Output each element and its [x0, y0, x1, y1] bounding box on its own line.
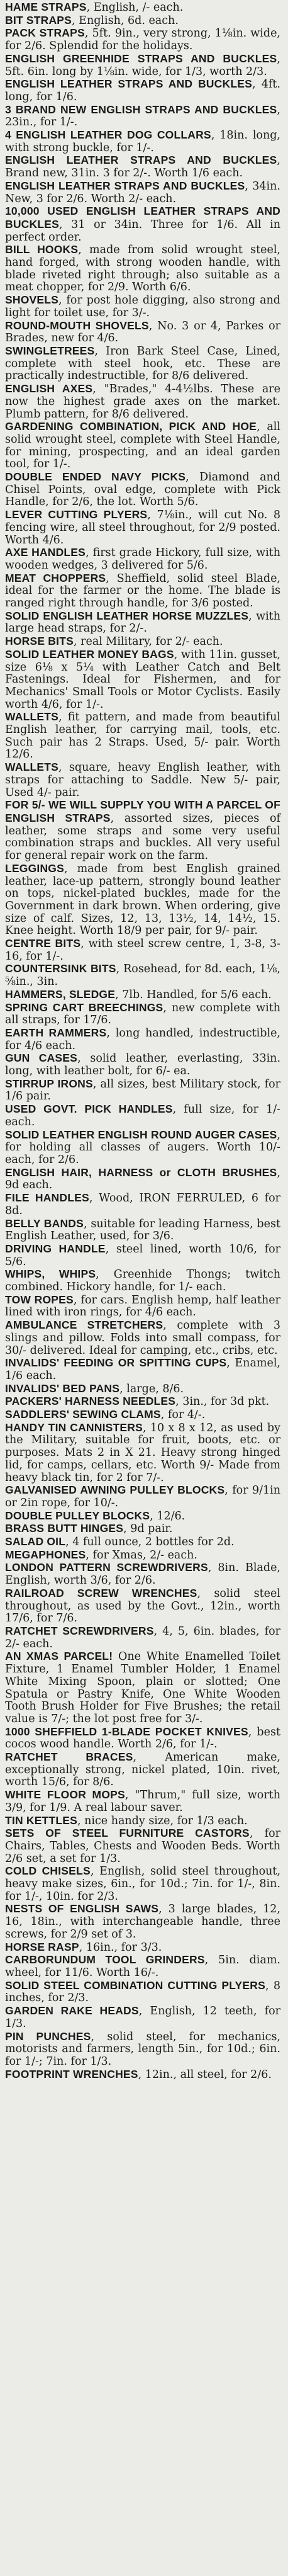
- ad-body: , for Xmas, 2/- each.: [86, 1548, 197, 1562]
- ad-heading: HORSE BITS: [5, 635, 74, 648]
- ad-heading: SWINGLETREES: [5, 344, 95, 357]
- classified-ad: [5, 1865, 280, 1903]
- classified-ad: [5, 1789, 280, 1814]
- classified-ad: [5, 547, 280, 572]
- ad-body: , "Brades," 4-4½lbs. These are now the highest grade axes on the market. Plumb pattern, for 8/6 delivered.: [5, 383, 280, 421]
- ad-body: , 9d each.: [5, 1166, 280, 1192]
- ad-heading: SOLID STEEL COMBINATION CUTTING PLYERS: [5, 1978, 265, 1992]
- ad-body: , Wood, IRON FERRULED, 6 for 8d.: [5, 1192, 280, 1217]
- ad-heading: SALAD OIL: [5, 1535, 66, 1548]
- ad-body: , 3 large blades, 12, 16, 18in., with interchangeable handle, three screws, for 2/9 set of 3.: [5, 1903, 280, 1941]
- classified-ad: [5, 649, 280, 712]
- classified-ad: [5, 1383, 280, 1396]
- ad-body: , 7lb. Handled, for 5/6 each.: [115, 988, 272, 1001]
- classified-ad: [5, 1319, 280, 1357]
- classified-ad: [5, 421, 280, 471]
- ad-body: , No. 3 or 4, Parkes or Brades, new for 4/6.: [5, 319, 280, 345]
- ad-body: , made from best English grained leather, lace-up pattern, strongly bound leather on tops, nickel-plated buckles, made for the Government in dark brown. When ordering, give size of calf. Sizes, 12, 13, 13½, 14, 14½, 15. Knee height. Worth 18/9 per pair, for 9/- pair.: [5, 862, 280, 938]
- ad-heading: DOUBLE PULLEY BLOCKS: [5, 1509, 150, 1522]
- classified-ad: [5, 154, 280, 179]
- classified-ad: [5, 1625, 280, 1650]
- ad-body: , all solid wrought steel, complete with Steel Handle, for mining, prospecting, and an ideal garden tool, for 1/-.: [5, 421, 280, 471]
- classified-ad: [5, 14, 280, 28]
- ad-heading: ENGLISH HAIR, HARNESS or CLOTH BRUSHES: [5, 1166, 277, 1179]
- ad-body: , complete with 3 slings and pillow. Folds into small compass, for 30/- delivered. Ideal for camping, etc., cribs, etc.: [5, 1319, 280, 1357]
- classified-ad: [5, 761, 280, 799]
- ad-body: , 4 full ounce, 2 bottles for 2d.: [65, 1536, 235, 1549]
- classified-ad: [5, 1052, 280, 1077]
- ad-body: , fit pattern, and made from beautiful English leather, for carrying mail, tools, etc. Such pair has 2 Straps. Used, 5/- pair. Worth 12/6.: [5, 711, 280, 761]
- classified-ad: [5, 1941, 280, 1955]
- ad-body: , with 11in. gusset, size 6⅛ x 5¼ with Leather Catch and Belt Fastenings. Ideal for Fishermen, and for Mechanics' Small Tools or Motor Cyclists. Easily worth 4/6, for 1/-.: [5, 648, 280, 711]
- classified-ad: [5, 1243, 280, 1268]
- classified-ad: [5, 1395, 280, 1409]
- ad-body: , with steel screw centre, 1, 3-8, 3-16, for 1/-.: [5, 938, 281, 963]
- ad-heading: MEAT CHOPPERS: [5, 571, 106, 584]
- classified-ad: [5, 294, 280, 319]
- ad-body: , square, heavy English leather, with straps for attaching to Saddle. New 5/- pair, Used 4/- pair.: [5, 761, 280, 799]
- ad-heading: ENGLISH LEATHER STRAPS AND BUCKLES: [5, 154, 277, 167]
- ad-heading: SOLID LEATHER ENGLISH ROUND AUGER CASES: [5, 1128, 277, 1141]
- classified-ad: [5, 635, 280, 649]
- ad-heading: ENGLISH AXES: [5, 382, 93, 395]
- ad-body: , for 9/1in or 2in rope, for 10/-.: [5, 1484, 280, 1509]
- ad-body: , best cocos wood handle. Worth 2/6, for 1/-.: [5, 1725, 280, 1751]
- classified-ad: [5, 1268, 280, 1293]
- ad-heading: RATCHET BRACES: [5, 1750, 133, 1764]
- ad-body: , first grade Hickory, full size, with wooden wedges, 3 delivered for 5/6.: [5, 547, 280, 572]
- ad-body: , 31 or 34in. Three for 1/6. All in perfect order.: [5, 218, 280, 244]
- ad-body: , English, 12 teeth, for 1/3.: [5, 2005, 280, 2030]
- classified-ad: [5, 1536, 280, 1549]
- ad-heading: ENGLISH LEATHER STRAPS AND BUCKLES: [5, 77, 252, 91]
- classified-ad: [5, 1422, 280, 1485]
- ad-body: , 18in. long, with strong buckle, for 1/-.: [5, 129, 280, 154]
- ad-heading: BELLY BANDS: [5, 1217, 84, 1230]
- ad-heading: LONDON PATTERN SCREWDRIVERS: [5, 1561, 208, 1574]
- classified-ad: [5, 799, 280, 863]
- classified-ad: [5, 27, 280, 52]
- classified-ad: [5, 1587, 280, 1625]
- ad-body: , Diamond and Chisel Points, oval edge, complete with Pick Handle, for 2/6, the lot. Worth 5/6.: [5, 471, 280, 509]
- ad-body: , for Chairs, Tables, Chests and Wooden Beds. Worth 2/6 set, a set for 1/3.: [5, 1827, 280, 1865]
- ad-heading: CENTRE BITS: [5, 937, 81, 950]
- ad-heading: 10,000 USED ENGLISH LEATHER STRAPS AND BUCKLES: [5, 205, 280, 230]
- classified-ad: [5, 205, 280, 244]
- classified-ad: [5, 2068, 280, 2082]
- ad-body: , 3in., for 3d pkt.: [175, 1395, 270, 1409]
- ad-heading: PACK STRAPS: [5, 26, 85, 40]
- classified-ad: [5, 1484, 280, 1509]
- ad-body: , for holding all classes of augers. Worth 10/- each, for 2/6.: [5, 1128, 280, 1166]
- ad-heading: WALLETS: [5, 710, 59, 723]
- ad-heading: RATCHET SCREWDRIVERS: [5, 1625, 154, 1637]
- ad-body: , for post hole digging, also strong and light for toilet use, for 3/-.: [5, 294, 280, 319]
- classified-ad: [5, 938, 280, 963]
- ad-body: , 5ft. 6in. long by 1⅛in. wide, for 1/3, worth 2/3.: [5, 52, 280, 78]
- ad-heading: GALVANISED AWNING PULLEY BLOCKS: [5, 1484, 225, 1497]
- ad-heading: GARDENING COMBINATION, PICK AND HOE: [5, 420, 257, 433]
- ad-body: , American make, exceptionally strong, nickel plated, 10in. rivet, worth 15/6, for 8/6.: [5, 1751, 280, 1789]
- ad-body: , English, solid steel throughout, heavy make sizes, 6in., for 10d.; 7in. for 1/-, 8in. for 1/-, 10in. for 2/3.: [5, 1865, 281, 1903]
- ad-heading: GARDEN RAKE HEADS: [5, 2004, 139, 2017]
- ad-body: , 8 inches, for 2/3.: [5, 1979, 280, 2005]
- classified-ad: [5, 963, 280, 988]
- classified-ad: [5, 1549, 280, 1562]
- ad-heading: 3 BRAND NEW ENGLISH STRAPS AND BUCKLES: [5, 103, 277, 116]
- ad-body: , Brand new, 31in. 3 for 2/-. Worth 1/6 each.: [5, 154, 280, 180]
- ad-body: , "Thrum," full size, worth 3/9, for 1/9. A real labour saver.: [5, 1789, 280, 1814]
- ad-heading: AXE HANDLES: [5, 546, 86, 559]
- classified-ad: [5, 471, 280, 509]
- ad-heading: AN XMAS PARCEL!: [5, 1650, 113, 1663]
- ad-heading: WALLETS: [5, 761, 59, 774]
- ad-heading: 1000 SHEFFIELD 1-BLADE POCKET KNIVES: [5, 1725, 248, 1738]
- classified-ad: [5, 2031, 280, 2068]
- ad-heading: BRASS BUTT HINGES: [5, 1522, 124, 1535]
- classified-ad: [5, 1650, 280, 1725]
- ad-body: , 8in. Blade, English, worth 3/6, for 2/6.: [5, 1562, 280, 1587]
- ad-body: , 9d pair.: [123, 1523, 173, 1536]
- ad-body: One White Enamelled Toilet Fixture, 1 Enamel Tumbler Holder, 1 Enamel White Mixing Spoon, plain or slotted; One Spatula or Pastry Knife, One White Wooden Tooth Brush Holder for Five Brushes; the retail value is 7/-; the lot post free for 3/-.: [5, 1650, 280, 1725]
- ad-heading: SOLID LEATHER MONEY BAGS: [5, 647, 174, 661]
- ad-heading: FILE HANDLES: [5, 1191, 89, 1205]
- ad-heading: EARTH RAMMERS: [5, 1026, 107, 1039]
- ad-body: , large, 8/6.: [119, 1382, 184, 1395]
- classified-ad: [5, 863, 280, 938]
- classified-ad: [5, 1510, 280, 1523]
- classified-ad: [5, 1103, 280, 1128]
- ad-heading: HORSE RASP: [5, 1940, 79, 1953]
- ad-body: , for cars. English hemp, half leather lined with iron rings, for 4/6 each.: [5, 1293, 280, 1319]
- classified-ad: [5, 53, 280, 78]
- ad-heading: BIT STRAPS: [5, 13, 72, 26]
- ad-heading: SADDLERS' SEWING CLAMS: [5, 1408, 161, 1421]
- classified-ad: [5, 1167, 280, 1192]
- ad-body: , steel lined, worth 10/6, for 5/6.: [5, 1242, 281, 1268]
- ad-heading: WHIPS, WHIPS: [5, 1268, 96, 1281]
- ad-heading: ROUND-MOUTH SHOVELS: [5, 319, 149, 332]
- ad-body: , nice handy size, for 1/3 each.: [77, 1814, 248, 1827]
- ad-heading: ENGLISH LEATHER STRAPS AND BUCKLES: [5, 179, 245, 192]
- ad-heading: CARBORUNDUM TOOL GRINDERS: [5, 1953, 205, 1966]
- classified-ad: [5, 1357, 280, 1382]
- ad-heading: SPRING CART BREECHINGS: [5, 1001, 163, 1014]
- ad-heading: INVALIDS' BED PANS: [5, 1382, 120, 1395]
- ad-body: , Enamel, 1/6 each.: [5, 1357, 280, 1382]
- ad-body: , 16in., for 3/3.: [79, 1941, 162, 1954]
- ad-heading: AMBULANCE STRETCHERS: [5, 1319, 163, 1332]
- classified-ad: [5, 104, 280, 129]
- classified-ad: [5, 244, 280, 294]
- classified-ad: [5, 1294, 280, 1319]
- ad-body: , full size, for 1/- each.: [5, 1103, 280, 1128]
- ad-heading: DRIVING HANDLE: [5, 1242, 106, 1255]
- ad-body: , 10 x 8 x 12, as used by the Military, suitable for fruit, boots, etc. or purposes. Mats 2 in X 21. Heavy strong hinged lid, for camps, cellars, etc. Worth 9/- Made from heavy black tin, for 2 for 7/-.: [5, 1421, 280, 1484]
- ad-heading: PACKERS' HARNESS NEEDLES: [5, 1395, 176, 1408]
- ad-body: , 12/6.: [150, 1509, 186, 1523]
- ad-body: , 34in. New, 3 for 2/6. Worth 2/- each.: [5, 179, 280, 205]
- ad-body: , Sheffield, solid steel Blade, ideal for the farmer or the home. The blade is ranged right through handle, for 3/6 posted.: [5, 572, 280, 610]
- ad-body: , 5ft. 9in., very strong, 1⅛in. wide, for 2/6. Splendid for the holidays.: [5, 27, 280, 53]
- ad-heading: SHOVELS: [5, 293, 59, 307]
- ad-heading: RAILROAD SCREW WRENCHES: [5, 1586, 197, 1599]
- ad-body: , Greenhide Thongs; twitch combined. Hickory handle, for 1/- each.: [5, 1268, 280, 1294]
- ad-body: , new complete with all straps, for 17/6.: [5, 1001, 280, 1027]
- ad-heading: 4 ENGLISH LEATHER DOG COLLARS: [5, 128, 211, 142]
- ad-body: , English, /- each.: [86, 1, 184, 14]
- ad-heading: STIRRUP IRONS: [5, 1077, 93, 1090]
- classified-ad: [5, 383, 280, 421]
- classified-ad: [5, 1903, 280, 1941]
- ad-heading: USED GOVT. PICK HANDLES: [5, 1103, 173, 1116]
- classified-ad: [5, 78, 280, 103]
- ad-heading: INVALIDS' FEEDING OR SPITTING CUPS: [5, 1356, 227, 1370]
- ad-heading: GUN CASES: [5, 1052, 78, 1065]
- classified-ad: [5, 572, 280, 610]
- ad-heading: HANDY TIN CANNISTERS: [5, 1421, 143, 1434]
- ad-heading: TOW ROPES: [5, 1293, 74, 1306]
- ad-body: , Rosehead, for 8d. each, 1⅛, ⅝in., 3in.: [5, 963, 280, 989]
- classified-ad: [5, 1218, 280, 1243]
- classified-ad: [5, 711, 280, 761]
- ad-heading: DOUBLE ENDED NAVY PICKS: [5, 470, 186, 484]
- ad-body: , for 4/-.: [160, 1409, 206, 1422]
- ad-heading: WHITE FLOOR MOPS: [5, 1788, 125, 1801]
- ad-heading: HAMMERS, SLEDGE: [5, 987, 116, 1001]
- ad-heading: SETS OF STEEL FURNITURE CASTORS: [5, 1827, 250, 1840]
- ad-body: , Iron Bark Steel Case, Lined, complete with steel hook, etc. These are practically indestructible, for 8/6 delivered.: [5, 344, 280, 383]
- ad-body: , all sizes, best Military stock, for 1/6 pair.: [5, 1077, 280, 1103]
- classified-ad: [5, 1078, 280, 1103]
- classified-ad: [5, 1, 280, 14]
- classified-ad: [5, 509, 280, 547]
- classified-ad: [5, 1562, 280, 1587]
- ad-heading: FOR 5/- WE WILL SUPPLY YOU WITH A PARCEL OF ENGLISH STRAPS: [5, 798, 280, 824]
- ad-heading: COLD CHISELS: [5, 1864, 91, 1878]
- classified-ad: [5, 610, 280, 635]
- ad-body: , 5in. diam. wheel, for 11/6. Worth 16/-.: [5, 1954, 280, 1979]
- ad-body: , solid leather, everlasting, 33in. long, with leather bolt, for 6/- ea.: [5, 1052, 281, 1078]
- ad-heading: LEGGINGS: [5, 861, 64, 875]
- classified-ad: [5, 320, 280, 345]
- ad-body: , assorted sizes, pieces of leather, some straps and some very useful combination straps and buckles. All very useful for general repair work on the farm.: [5, 812, 280, 863]
- ad-heading: FOOTPRINT WRENCHES: [5, 2067, 138, 2080]
- classified-ad: [5, 1409, 280, 1422]
- ad-heading: SOLID ENGLISH LEATHER HORSE MUZZLES: [5, 609, 249, 622]
- classified-ad: [5, 1726, 280, 1751]
- ad-body: , made from solid wrought steel, hand forged, with strong wooden handle, with blade riveted right through; also suitable as a meat chopper, for 2/9. Worth 6/6.: [5, 244, 280, 294]
- classified-ad: [5, 1827, 280, 1865]
- classified-ad: [5, 1751, 280, 1789]
- classified-ad: [5, 1002, 280, 1027]
- ad-heading: LEVER CUTTING PLYERS: [5, 508, 148, 521]
- ad-body: , 23in., for 1/-.: [5, 103, 280, 129]
- ad-heading: HAME STRAPS: [5, 1, 87, 13]
- classified-ad: [5, 1129, 280, 1167]
- classified-ad: [5, 1027, 280, 1052]
- ad-body: , suitable for leading Harness, best English Leather, used, for 3/6.: [5, 1217, 280, 1243]
- classified-ad: [5, 180, 280, 205]
- ad-heading: PIN PUNCHES: [5, 2029, 91, 2043]
- ad-heading: ENGLISH GREENHIDE STRAPS AND BUCKLES: [5, 52, 277, 65]
- classified-ad: [5, 1192, 280, 1217]
- ad-body: , solid steel throughout, as used by the Govt., 12in., worth 17/6, for 7/6.: [5, 1587, 280, 1625]
- ad-heading: BILL HOOKS: [5, 243, 79, 256]
- ad-body: , real Military, for 2/- each.: [73, 635, 223, 649]
- classified-ad: [5, 345, 280, 383]
- ad-body: , solid steel, for mechanics, motorists and farmers, length 5in., for 10d.; 6in. for 1/-; 7in. for 1/3.: [5, 2030, 280, 2068]
- ad-heading: MEGAPHONES: [5, 1548, 86, 1561]
- classified-ad: [5, 1523, 280, 1536]
- ad-body: , 4, 5, 6in. blades, for 2/- each.: [5, 1625, 280, 1650]
- ad-body: , English, 6d. each.: [72, 14, 179, 27]
- classified-ad: [5, 2005, 280, 2030]
- classified-ad: [5, 1980, 280, 2005]
- ad-body: , 12in., all steel, for 2/6.: [138, 2068, 272, 2081]
- ad-body: , 7⅛in., will cut No. 8 fencing wire, all steel throughout, for 2/9 posted. Worth 4/6.: [5, 509, 280, 547]
- classified-ad: [5, 1815, 280, 1828]
- classified-ad: [5, 989, 280, 1002]
- classified-ad: [5, 1954, 280, 1979]
- ad-body: , 4ft. long, for 1/6.: [5, 78, 280, 103]
- classified-ad: [5, 129, 280, 154]
- ad-body: , long handled, indestructible, for 4/6 each.: [5, 1026, 280, 1052]
- ad-heading: TIN KETTLES: [5, 1813, 77, 1827]
- ad-heading: NESTS OF ENGLISH SAWS: [5, 1902, 159, 1915]
- ad-heading: COUNTERSINK BITS: [5, 962, 116, 975]
- ad-body: , with large head straps, for 2/-.: [5, 610, 280, 635]
